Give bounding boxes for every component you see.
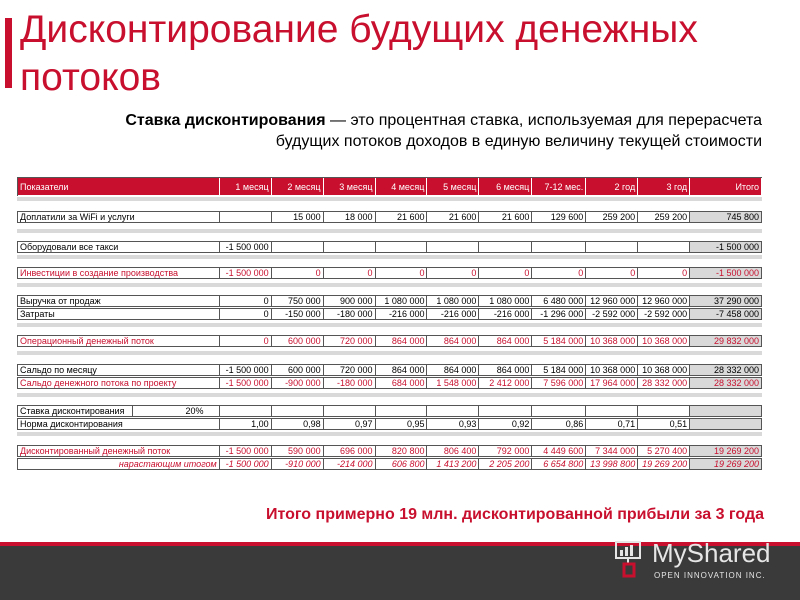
table-cell: 600 000	[272, 336, 324, 347]
table-cell: 684 000	[376, 378, 428, 389]
table-cell: 259 200	[638, 212, 690, 223]
row-label: Выручка от продаж	[18, 296, 220, 307]
table-cell: 0	[427, 268, 479, 279]
table-cell	[479, 406, 532, 417]
table-cell: -150 000	[272, 309, 324, 320]
table-cell: 17 964 000	[586, 378, 638, 389]
table-header-cell: 6 месяц	[479, 178, 532, 196]
table-cell	[427, 406, 479, 417]
row-divider	[17, 283, 762, 287]
row-label: Сальдо денежного потока по проекту	[18, 378, 220, 389]
table-cell: 5 184 000	[532, 365, 586, 376]
table-cell: 28 332 000	[690, 365, 762, 376]
intro-term: Ставка дисконтирования	[125, 112, 326, 129]
table-cell: 0,98	[272, 419, 324, 430]
table-cell: 0	[220, 296, 272, 307]
table-cell: 28 332 000	[638, 378, 690, 389]
table-row	[17, 377, 762, 389]
table-header-cell: 2 год	[586, 178, 638, 196]
table-cell: 259 200	[586, 212, 638, 223]
row-label: Норма дисконтирования	[18, 419, 220, 430]
table-row	[17, 364, 762, 376]
table-cell: -2 592 000	[586, 309, 638, 320]
brand-name: MyShared	[652, 538, 771, 568]
table-cell: 0,86	[532, 419, 586, 430]
table-row	[17, 458, 762, 470]
table-cell: 864 000	[479, 365, 532, 376]
presentation-board-icon	[612, 538, 650, 578]
table-cell: -1 296 000	[532, 309, 586, 320]
table-cell: -2 592 000	[638, 309, 690, 320]
title-accent-bar	[5, 18, 12, 88]
table-cell: 0,71	[586, 419, 638, 430]
table-cell: -1 500 000	[220, 446, 272, 457]
table-cell: 0	[586, 268, 638, 279]
row-divider	[17, 351, 762, 355]
table-cell	[479, 242, 532, 253]
row-label	[18, 406, 220, 417]
brand-logo	[612, 538, 792, 598]
row-label: Инвестиции в создание производства	[18, 268, 220, 279]
table-header-cell: 1 месяц	[220, 178, 272, 196]
table-header-cell: 4 месяц	[376, 178, 428, 196]
table-row	[17, 211, 762, 223]
table-cell: 10 368 000	[586, 336, 638, 347]
table-row	[17, 445, 762, 457]
table-cell: 0,51	[638, 419, 690, 430]
table-cell: 0,97	[324, 419, 376, 430]
row-divider	[17, 393, 762, 397]
table-cell	[690, 406, 762, 417]
table-cell: 900 000	[324, 296, 376, 307]
table-row	[17, 335, 762, 347]
table-cell	[376, 242, 428, 253]
table-cell: 864 000	[479, 336, 532, 347]
table-cell: -216 000	[479, 309, 532, 320]
table-cell: -180 000	[324, 309, 376, 320]
table-cell: -900 000	[272, 378, 324, 389]
table-cell: 5 270 400	[638, 446, 690, 457]
table-cell: 696 000	[324, 446, 376, 457]
row-label: Доплатили за WiFi и услуги	[18, 212, 220, 223]
table-cell: -910 000	[272, 459, 324, 470]
table-cell: 0,92	[479, 419, 532, 430]
table-cell: 792 000	[479, 446, 532, 457]
table-row	[17, 241, 762, 253]
table-cell	[638, 406, 690, 417]
table-cell	[220, 406, 272, 417]
table-row	[17, 295, 762, 307]
table-header-cell: Показатели	[18, 178, 220, 196]
table-cell: 21 600	[376, 212, 428, 223]
table-cell: 864 000	[376, 365, 428, 376]
table-cell: -216 000	[427, 309, 479, 320]
table-cell: 600 000	[272, 365, 324, 376]
row-label: Затраты	[18, 309, 220, 320]
table-cell: 2 205 200	[479, 459, 532, 470]
table-cell	[532, 406, 586, 417]
table-cell: 19 269 200	[690, 446, 762, 457]
table-cell	[690, 419, 762, 430]
table-cell: -1 500 000	[220, 378, 272, 389]
row-label: Дисконтированный денежный поток	[18, 446, 220, 457]
table-cell: 1 080 000	[427, 296, 479, 307]
summary-text: Итого примерно 19 млн. дисконтированной прибыли за 3 года	[265, 506, 764, 523]
brand-subtitle: OPEN INNOVATION INC.	[654, 571, 766, 580]
table-cell	[638, 242, 690, 253]
table-cell: 1 413 200	[427, 459, 479, 470]
rate-value: 20%	[132, 406, 203, 417]
table-cell: 18 000	[324, 212, 376, 223]
row-divider	[17, 255, 762, 259]
table-row	[17, 405, 762, 417]
table-cell: 864 000	[427, 336, 479, 347]
table-header-cell: 3 месяц	[324, 178, 376, 196]
table-cell: -180 000	[324, 378, 376, 389]
table-cell: -216 000	[376, 309, 428, 320]
rate-label: Ставка дисконтирования	[20, 406, 125, 416]
table-cell: 0	[376, 268, 428, 279]
row-label: Оборудовали все такси	[18, 242, 220, 253]
table-cell: 19 269 200	[638, 459, 690, 470]
table-cell: 820 800	[376, 446, 428, 457]
row-divider	[17, 197, 762, 201]
slide-title: Дисконтирование будущих денежных потоков	[20, 8, 698, 99]
table-cell: 10 368 000	[638, 336, 690, 347]
table-row	[17, 267, 762, 279]
table-header-row	[17, 177, 762, 196]
table-cell	[376, 406, 428, 417]
table-cell: 1 080 000	[376, 296, 428, 307]
table-cell: 1 080 000	[479, 296, 532, 307]
table-cell: 37 290 000	[690, 296, 762, 307]
intro-paragraph	[70, 110, 762, 152]
table-cell: 0	[638, 268, 690, 279]
row-divider	[17, 323, 762, 327]
table-cell: 10 368 000	[638, 365, 690, 376]
table-cell: 28 332 000	[690, 378, 762, 389]
table-header-cell: 2 месяц	[272, 178, 324, 196]
table-cell: 0	[532, 268, 586, 279]
row-divider	[17, 229, 762, 233]
table-cell: -1 500 000	[690, 268, 762, 279]
row-label: Сальдо по месяцу	[18, 365, 220, 376]
table-row	[17, 308, 762, 320]
table-cell: 7 344 000	[586, 446, 638, 457]
table-cell: 2 412 000	[479, 378, 532, 389]
table-cell: 0	[220, 309, 272, 320]
table-cell: 6 654 800	[532, 459, 586, 470]
table-cell: 4 449 600	[532, 446, 586, 457]
table-cell: 0	[272, 268, 324, 279]
table-row	[17, 418, 762, 430]
table-cell: 19 269 200	[690, 459, 762, 470]
table-cell: -1 500 000	[220, 268, 272, 279]
table-cell: 864 000	[427, 365, 479, 376]
table-cell: 750 000	[272, 296, 324, 307]
row-label: Операционный денежный поток	[18, 336, 220, 347]
table-cell: 21 600	[427, 212, 479, 223]
table-cell: 0	[324, 268, 376, 279]
table-cell: 590 000	[272, 446, 324, 457]
table-cell: 13 998 800	[586, 459, 638, 470]
table-cell: 0	[220, 336, 272, 347]
table-header-cell: 7-12 мес.	[532, 178, 586, 196]
table-cell: 15 000	[272, 212, 324, 223]
table-cell: -1 500 000	[690, 242, 762, 253]
table-header-cell: Итого	[690, 178, 762, 196]
table-header-cell: 3 год	[638, 178, 690, 196]
table-cell	[586, 242, 638, 253]
table-cell: 21 600	[479, 212, 532, 223]
table-cell: 5 184 000	[532, 336, 586, 347]
table-cell: -1 500 000	[220, 459, 272, 470]
table-cell	[324, 242, 376, 253]
table-cell: 745 800	[690, 212, 762, 223]
row-divider	[17, 432, 762, 436]
table-cell	[586, 406, 638, 417]
table-cell	[427, 242, 479, 253]
table-cell	[272, 406, 324, 417]
intro-text: — это процентная ставка, используемая для перерасчета будущих потоков доходов в единую величину текущей стоимости	[275, 112, 762, 150]
table-cell: 0	[479, 268, 532, 279]
row-label: нарастающим итогом	[18, 459, 220, 470]
table-cell: 1 548 000	[427, 378, 479, 389]
table-cell: 29 832 000	[690, 336, 762, 347]
table-cell	[324, 406, 376, 417]
table-cell: 720 000	[324, 336, 376, 347]
table-cell	[220, 212, 272, 223]
table-cell: 1,00	[220, 419, 272, 430]
cashflow-table	[17, 177, 762, 473]
table-cell: 720 000	[324, 365, 376, 376]
table-header-cell: 5 месяц	[427, 178, 479, 196]
table-cell: 0,95	[376, 419, 428, 430]
table-cell: 806 400	[427, 446, 479, 457]
table-cell: 7 596 000	[532, 378, 586, 389]
table-cell: -1 500 000	[220, 365, 272, 376]
table-cell: 12 960 000	[638, 296, 690, 307]
table-cell: 0,93	[427, 419, 479, 430]
table-cell: 129 600	[532, 212, 586, 223]
table-cell: 10 368 000	[586, 365, 638, 376]
table-cell: 864 000	[376, 336, 428, 347]
table-cell: -7 458 000	[690, 309, 762, 320]
table-cell: 606 800	[376, 459, 428, 470]
table-cell: -1 500 000	[220, 242, 272, 253]
table-cell: 12 960 000	[586, 296, 638, 307]
table-cell: -214 000	[324, 459, 376, 470]
table-cell: 6 480 000	[532, 296, 586, 307]
table-cell	[532, 242, 586, 253]
table-cell	[272, 242, 324, 253]
